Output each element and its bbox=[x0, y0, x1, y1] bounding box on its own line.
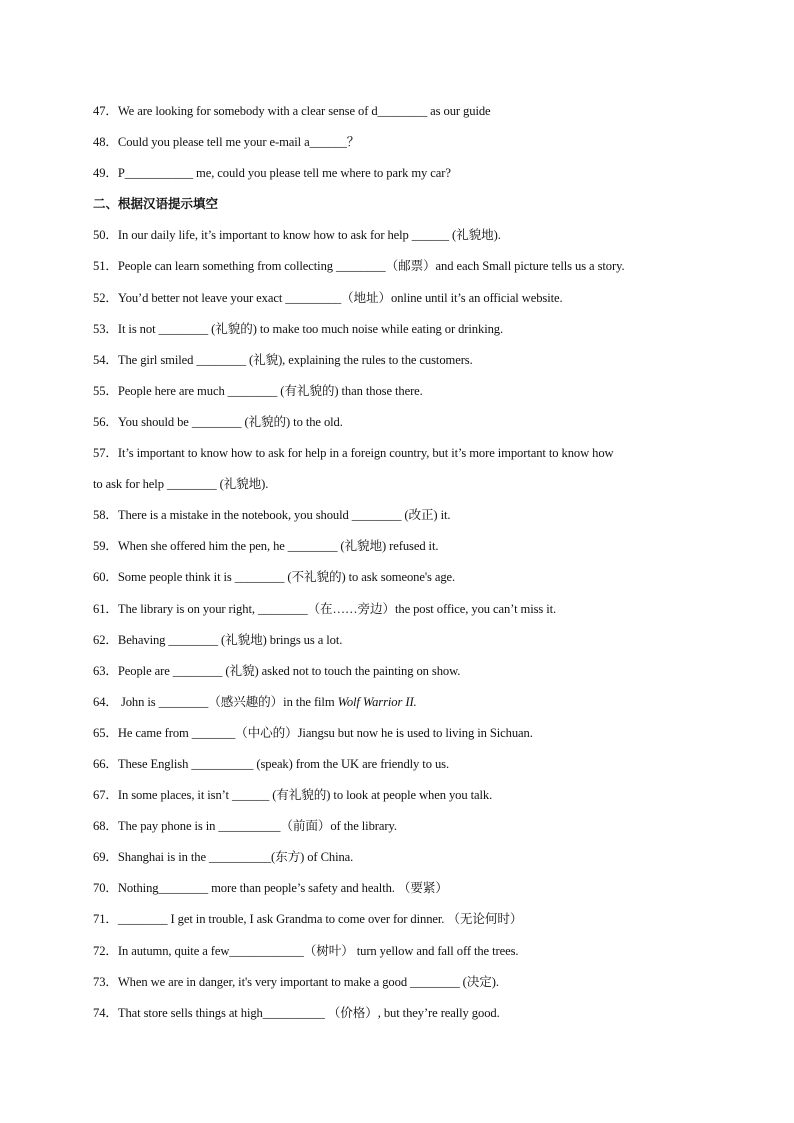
question-number: 52． bbox=[93, 290, 118, 305]
question-49 bbox=[93, 160, 733, 191]
question-text: Shanghai is in the __________(东方) of China. bbox=[117, 850, 354, 865]
question-number: 50． bbox=[93, 228, 118, 243]
question-58 bbox=[93, 502, 733, 533]
question-text: P___________ me, could you please tell me where to park my car? bbox=[117, 166, 451, 181]
film-title: Wolf Warrior II. bbox=[337, 694, 417, 709]
question-48 bbox=[93, 129, 733, 160]
question-59 bbox=[93, 533, 733, 564]
question-number: 71． bbox=[93, 912, 118, 927]
question-number: 48． bbox=[93, 135, 118, 150]
question-number: 49． bbox=[93, 166, 118, 181]
question-47 bbox=[93, 98, 733, 129]
question-text: In our daily life, it’s important to know how to ask for help ______ (礼貌地). bbox=[117, 228, 501, 243]
question-number: 69． bbox=[93, 850, 118, 865]
question-72 bbox=[93, 938, 733, 969]
question-text: The pay phone is in __________（前面）of the library. bbox=[117, 819, 397, 834]
question-55 bbox=[93, 378, 733, 409]
question-text: People are ________ (礼貌) asked not to touch the painting on show. bbox=[117, 663, 461, 678]
question-number: 68． bbox=[93, 819, 118, 834]
question-74 bbox=[93, 1000, 733, 1031]
question-text: It’s important to know how to ask for help in a foreign country, but it’s more important to know how bbox=[117, 446, 614, 461]
question-text: The girl smiled ________ (礼貌), explaining the rules to the customers. bbox=[117, 352, 473, 367]
question-number: 65． bbox=[93, 725, 118, 740]
question-57 bbox=[93, 440, 733, 471]
question-number: 62． bbox=[93, 632, 118, 647]
question-number: 55． bbox=[93, 383, 118, 398]
question-number: 64． bbox=[93, 694, 118, 709]
question-number: 67． bbox=[93, 788, 118, 803]
question-number: 72． bbox=[93, 943, 118, 958]
question-text: Behaving ________ (礼貌地) brings us a lot. bbox=[117, 632, 343, 647]
question-number: 51． bbox=[93, 259, 118, 274]
question-text: That store sells things at high__________ （价格）, but they’re really good. bbox=[117, 1005, 500, 1020]
question-number: 54． bbox=[93, 352, 118, 367]
question-66 bbox=[93, 751, 733, 782]
question-52 bbox=[93, 285, 733, 316]
question-61 bbox=[93, 596, 733, 627]
question-70 bbox=[93, 875, 733, 906]
question-text: John is ________（感兴趣的）in the film bbox=[117, 694, 338, 709]
question-62 bbox=[93, 627, 733, 658]
question-number: 56． bbox=[93, 414, 118, 429]
question-54 bbox=[93, 347, 733, 378]
question-64 bbox=[93, 689, 733, 720]
question-text: In autumn, quite a few____________（树叶） turn yellow and fall off the trees. bbox=[117, 943, 519, 958]
question-text: to ask for help ________ (礼貌地). bbox=[93, 477, 269, 492]
question-50 bbox=[93, 222, 733, 253]
question-text: There is a mistake in the notebook, you should ________ (改正) it. bbox=[117, 508, 451, 523]
question-number: 66． bbox=[93, 756, 118, 771]
question-68 bbox=[93, 813, 733, 844]
question-number: 58． bbox=[93, 508, 118, 523]
question-text: He came from _______（中心的）Jiangsu but now he is used to living in Sichuan. bbox=[117, 725, 533, 740]
question-text: We are looking for somebody with a clear sense of d________ as our guide bbox=[117, 104, 491, 118]
question-text: Some people think it is ________ (不礼貌的) to ask someone's age. bbox=[117, 570, 456, 585]
question-text: ________ I get in trouble, I ask Grandma to come over for dinner. （无论何时） bbox=[117, 912, 523, 927]
section-title: 二、根据汉语提示填空 bbox=[93, 196, 219, 212]
question-57-continued bbox=[93, 471, 733, 502]
question-number: 74． bbox=[93, 1005, 118, 1020]
question-number: 63． bbox=[93, 663, 118, 678]
question-text: The library is on your right, ________（在……旁边）the post office, you can’t miss it. bbox=[117, 601, 557, 616]
question-text: It is not ________ (礼貌的) to make too much noise while eating or drinking. bbox=[117, 321, 504, 336]
question-51 bbox=[93, 253, 733, 284]
question-65 bbox=[93, 720, 733, 751]
worksheet-page bbox=[93, 98, 733, 1031]
question-number: 70． bbox=[93, 881, 118, 896]
question-60 bbox=[93, 564, 733, 595]
question-number: 47． bbox=[93, 104, 118, 118]
question-text: People can learn something from collecting ________（邮票）and each Small picture tells us a story. bbox=[117, 259, 625, 274]
question-text: Nothing________ more than people’s safety and health. （要紧） bbox=[117, 881, 448, 896]
question-71 bbox=[93, 906, 733, 937]
question-number: 61． bbox=[93, 601, 118, 616]
question-text: When we are in danger, it's very important to make a good ________ (决定). bbox=[117, 974, 499, 989]
question-text: You should be ________ (礼貌的) to the old. bbox=[117, 414, 343, 429]
question-53 bbox=[93, 316, 733, 347]
question-number: 59． bbox=[93, 539, 118, 554]
question-text: When she offered him the pen, he ________ (礼貌地) refused it. bbox=[117, 539, 439, 554]
question-56 bbox=[93, 409, 733, 440]
question-number: 73． bbox=[93, 974, 118, 989]
question-text: In some places, it isn’t ______ (有礼貌的) to look at people when you talk. bbox=[117, 788, 493, 803]
question-63 bbox=[93, 658, 733, 689]
question-text: Could you please tell me your e-mail a______？ bbox=[117, 135, 360, 150]
question-text: These English __________ (speak) from the UK are friendly to us. bbox=[117, 756, 449, 771]
question-69 bbox=[93, 844, 733, 875]
question-67 bbox=[93, 782, 733, 813]
question-number: 53． bbox=[93, 321, 118, 336]
question-text: You’d better not leave your exact _________（地址）online until it’s an official website. bbox=[117, 290, 563, 305]
question-text: People here are much ________ (有礼貌的) than those there. bbox=[117, 383, 423, 398]
question-73 bbox=[93, 969, 733, 1000]
question-number: 57． bbox=[93, 446, 118, 461]
question-number: 60． bbox=[93, 570, 118, 585]
